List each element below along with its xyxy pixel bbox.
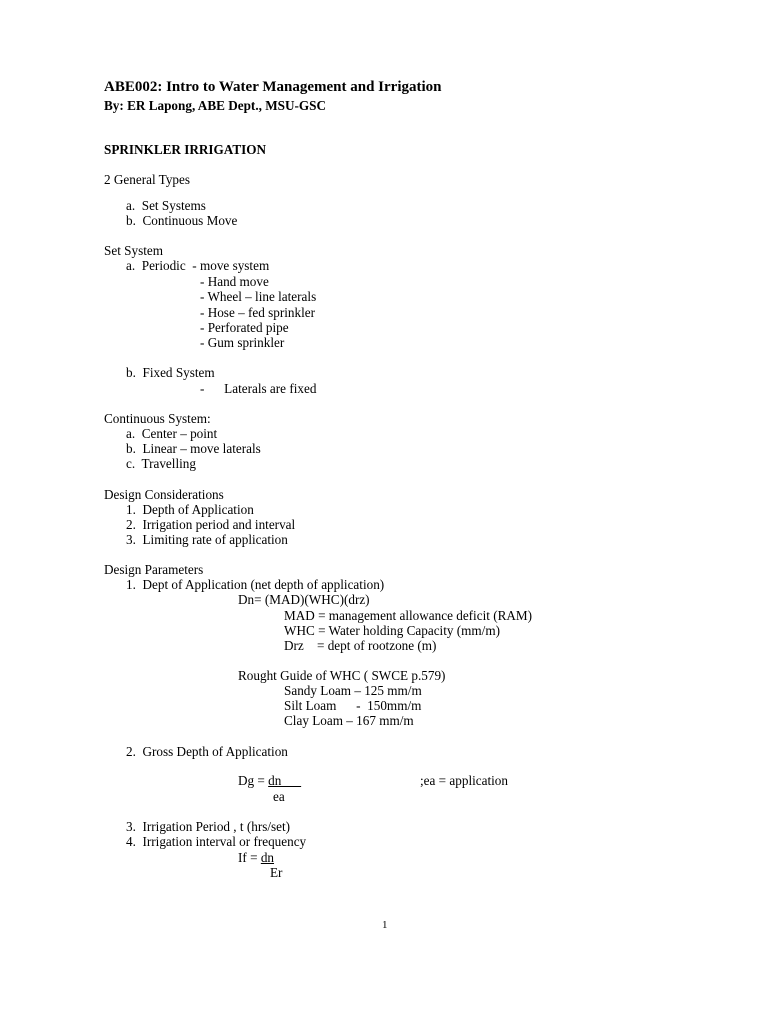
dg-prefix: Dg = xyxy=(238,773,269,788)
if-numerator: dn xyxy=(260,850,275,865)
page-number: 1 xyxy=(382,919,388,931)
list-item: a. Periodic - move system xyxy=(126,258,270,273)
general-types-heading: 2 General Types xyxy=(104,172,190,187)
whc-guide-item: Sandy Loam – 125 mm/m xyxy=(284,683,422,698)
list-item: - Gum sprinkler xyxy=(200,335,285,350)
list-item: - Wheel – line laterals xyxy=(200,289,317,304)
list-item: b. Continuous Move xyxy=(126,213,238,228)
design-parameters-heading: Design Parameters xyxy=(104,562,204,577)
section-title: SPRINKLER IRRIGATION xyxy=(104,142,267,157)
list-item: - Hand move xyxy=(200,274,269,289)
list-item: b. Linear – move laterals xyxy=(126,441,261,456)
list-item: 1. Dept of Application (net depth of application) xyxy=(126,577,385,592)
list-item: a. Center – point xyxy=(126,426,218,441)
dg-numerator: dn xyxy=(268,773,302,788)
dg-note: ;ea = application xyxy=(420,773,508,788)
list-item: c. Travelling xyxy=(126,456,196,471)
if-denominator: Er xyxy=(270,865,283,880)
definition-line: MAD = management allowance deficit (RAM) xyxy=(284,608,533,623)
list-item: 3. Irrigation Period , t (hrs/set) xyxy=(126,819,291,834)
list-item: b. Fixed System xyxy=(126,365,215,380)
list-item: 4. Irrigation interval or frequency xyxy=(126,834,307,849)
design-considerations-heading: Design Considerations xyxy=(104,487,224,502)
list-item: a. Set Systems xyxy=(126,198,206,213)
document-title: ABE002: Intro to Water Management and Irrigation xyxy=(104,79,442,95)
definition-line: Drz = dept of rootzone (m) xyxy=(284,638,437,653)
document-author: By: ER Lapong, ABE Dept., MSU-GSC xyxy=(104,98,327,113)
set-system-heading: Set System xyxy=(104,243,163,258)
dg-formula xyxy=(238,773,301,788)
list-item: - Laterals are fixed xyxy=(200,381,317,396)
dg-denominator: ea xyxy=(273,789,285,804)
list-item: 3. Limiting rate of application xyxy=(126,532,288,547)
definition-line: WHC = Water holding Capacity (mm/m) xyxy=(284,623,500,638)
dn-formula: Dn= (MAD)(WHC)(drz) xyxy=(238,592,370,607)
list-item: 2. Irrigation period and interval xyxy=(126,517,296,532)
whc-guide-item: Silt Loam - 150mm/m xyxy=(284,698,422,713)
list-item: 1. Depth of Application xyxy=(126,502,254,517)
whc-guide-item: Clay Loam – 167 mm/m xyxy=(284,713,414,728)
list-item: - Hose – fed sprinkler xyxy=(200,305,315,320)
if-prefix: If = xyxy=(238,850,261,865)
whc-guide-title: Rought Guide of WHC ( SWCE p.579) xyxy=(238,668,446,683)
list-item: - Perforated pipe xyxy=(200,320,289,335)
if-formula xyxy=(238,850,274,865)
list-item: 2. Gross Depth of Application xyxy=(126,744,288,759)
continuous-system-heading: Continuous System: xyxy=(104,411,211,426)
